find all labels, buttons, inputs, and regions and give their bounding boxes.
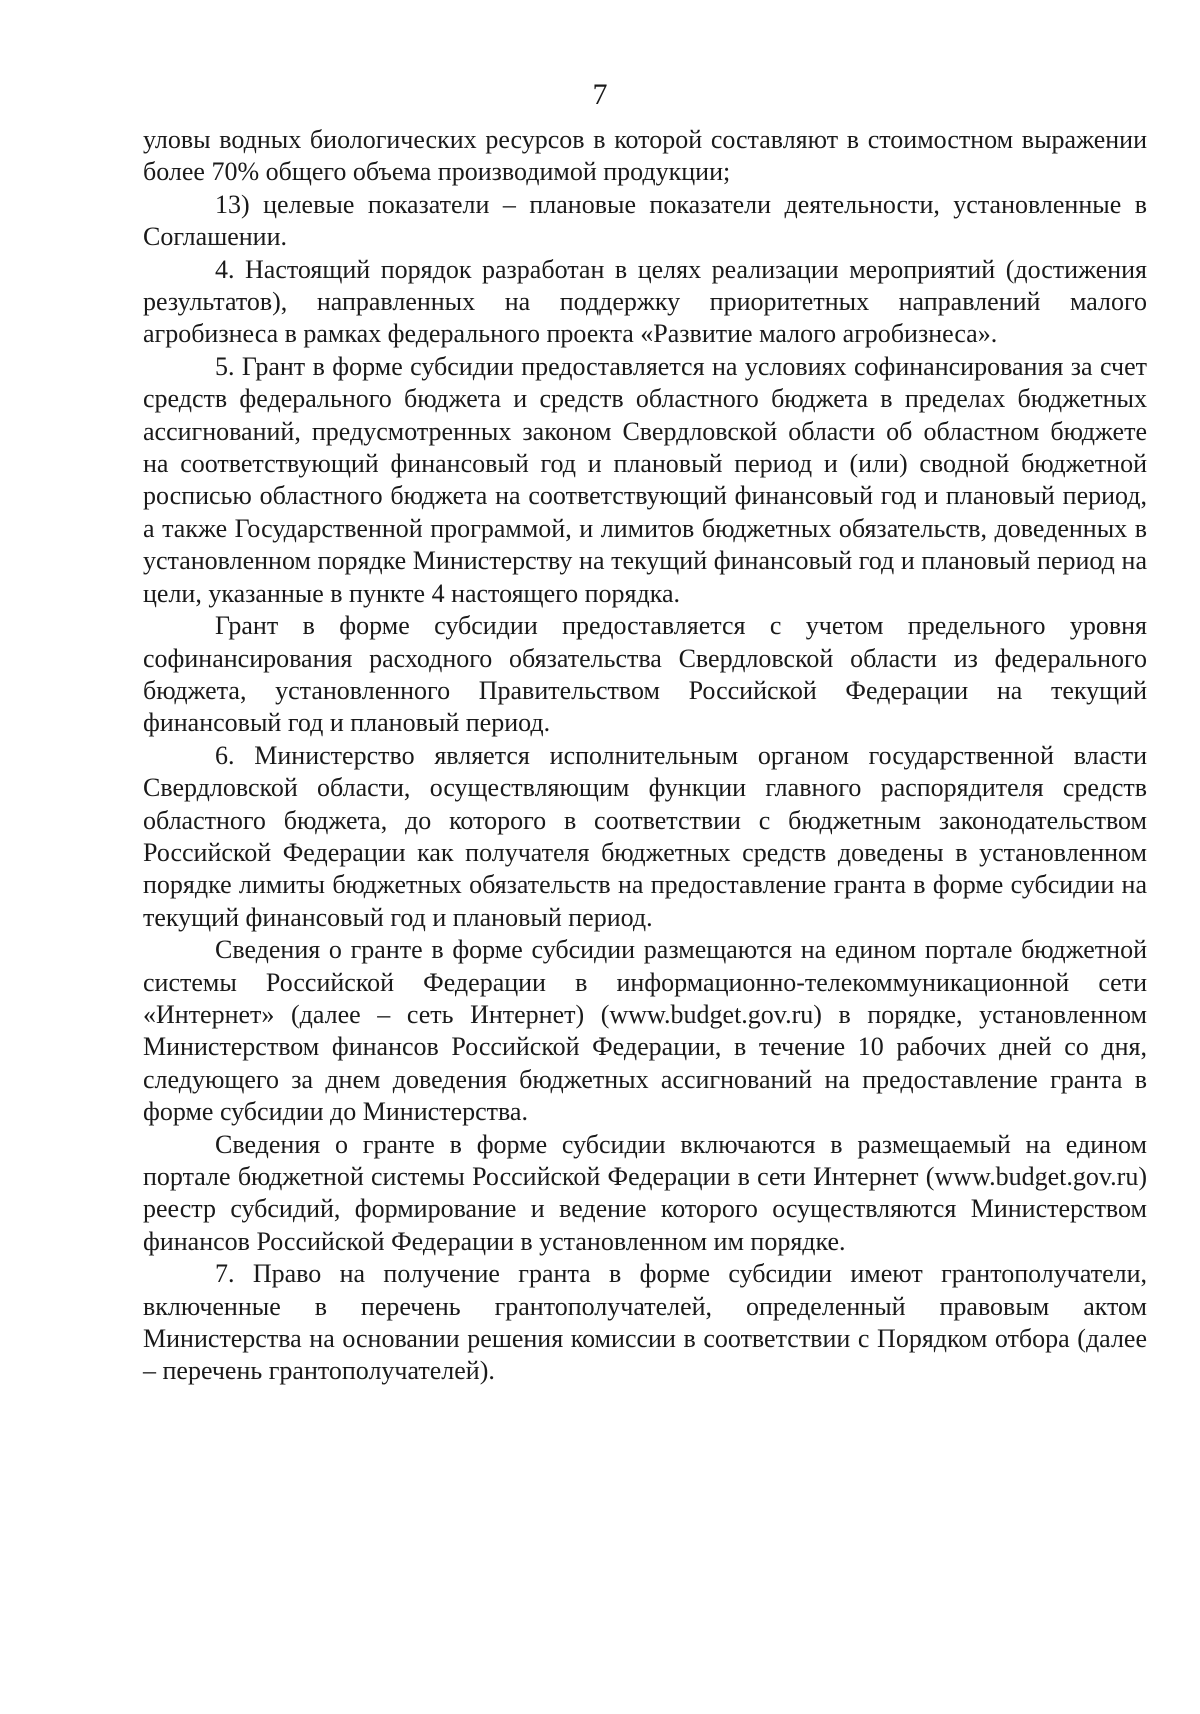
paragraph-4-purpose: 4. Настоящий порядок разработан в целях реализации мероприятий (достижения результатов), направленных на поддержку приоритетных направлений малого агробизнеса в рамках федерального проекта «Развитие малого агробизнеса». (143, 254, 1147, 349)
paragraph-6-portal-publication: Сведения о гранте в форме субсидии размещаются на едином портале бюджетной системы Российской Федерации в информационно-телекоммуникационной сети «Интернет» (далее – сеть Интернет) (www.budget.gov.ru) в порядке, установленном Министерством финансов Российской Федерации, в течение 10 рабочих дней со дня, следующего за днем доведения бюджетных ассигнований на предоставление гранта в форме субсидии до Министерства. (143, 935, 1147, 1127)
paragraph-5-cofinancing-limit: Грант в форме субсидии предоставляется с учетом предельного уровня софинансирования расходного обязательства Свердловской области из федерального бюджета, установленного Правительством Российской Федерации на текущий финансовый год и плановый период. (143, 611, 1147, 738)
paragraph-item-13-target-indicators: 13) целевые показатели – плановые показатели деятельности, установленные в Соглашении. (143, 189, 1147, 252)
paragraph-5-cofinancing: 5. Грант в форме субсидии предоставляется на условиях софинансирования за счет средств федерального бюджета и средств областного бюджета в пределах бюджетных ассигнований, предусмотренных законом Свердловской области об областном бюджете на соответствующий финансовый год и плановый период и (или) сводной бюджетной росписью областного бюджета на соответствующий финансовый год и плановый период, а также Государственной программой, и лимитов бюджетных обязательств, доведенных в установленном порядке Министерству на текущий финансовый год и плановый период на цели, указанные в пункте 4 настоящего порядка. (143, 351, 1147, 608)
paragraph-7-grant-right: 7. Право на получение гранта в форме субсидии имеют грантополучатели, включенные в перечень грантополучателей, определенный правовым актом Министерства на основании решения комиссии в соответствии с Порядком отбора (далее – перечень грантополучателей). (143, 1259, 1147, 1386)
paragraph-6-subsidy-registry: Сведения о гранте в форме субсидии включаются в размещаемый на едином портале бюджетной системы Российской Федерации в сети Интернет (www.budget.gov.ru) реестр субсидий, формирование и ведение которого осуществляются Министерством финансов Российской Федерации в установленном им порядке. (143, 1129, 1147, 1256)
paragraph-6-ministry: 6. Министерство является исполнительным органом государственной власти Свердловской области, осуществляющим функции главного распорядителя средств областного бюджета, до которого в соответствии с бюджетным законодательством Российской Федерации как получателя бюджетных средств доведены в установленном порядке лимиты бюджетных обязательств на предоставление гранта в форме субсидии на текущий финансовый год и плановый период. (143, 740, 1147, 932)
document-body (143, 124, 1147, 1388)
paragraph-catch-definition: уловы водных биологических ресурсов в которой составляют в стоимостном выражении более 70% общего объема производимой продукции; (143, 125, 1147, 187)
page-number: 7 (592, 78, 608, 111)
